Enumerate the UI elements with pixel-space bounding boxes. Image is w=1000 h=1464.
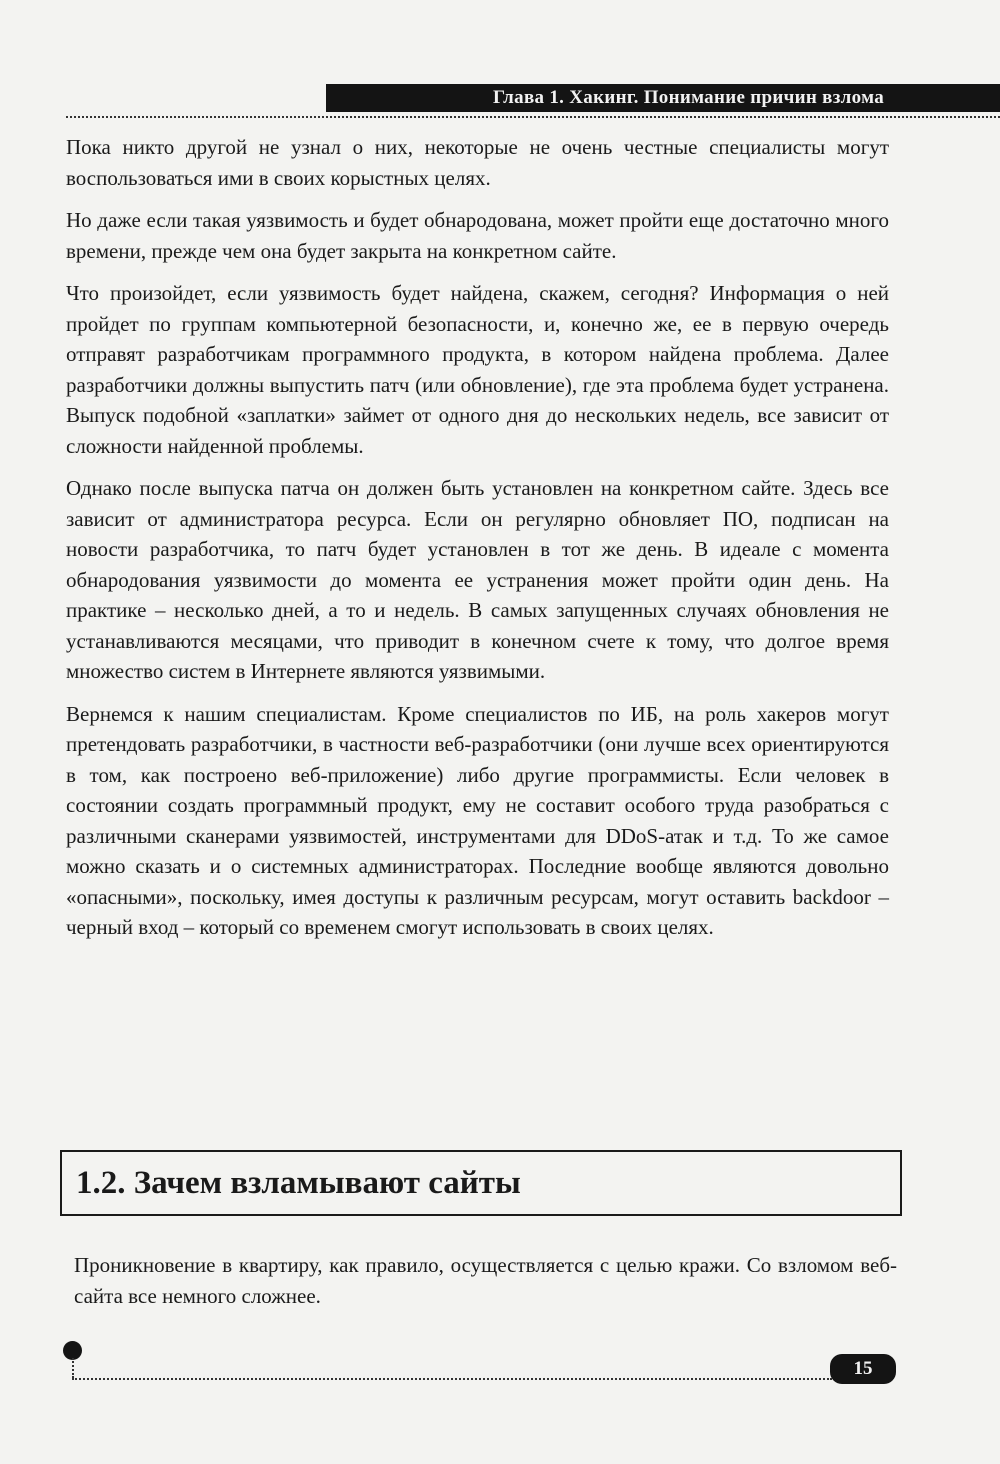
section-heading: 1.2. Зачем взламывают сайты — [60, 1150, 902, 1216]
section-body — [74, 1250, 897, 1311]
paragraph: Что произойдет, если уязвимость будет найдена, скажем, сегодня? Информация о ней пройдет по группам компьютерной безопасности, и, конечно же, ее в первую очередь отправят разработчикам программного продукта, в котором найдена проблема. Далее разработчики должны выпустить патч (или обновление), где эта проблема будет устранена. Выпуск подобной «заплатки» займет от одного дня до нескольких недель, все зависит от сложности найденной проблемы. — [66, 281, 889, 458]
paragraph: Вернемся к нашим специалистам. Кроме специалистов по ИБ, на роль хакеров могут претендовать разработчики, в частности веб-разработчики (они лучше всех ориентируются в том, как построено веб-приложение) либо другие программисты. Если человек в состоянии создать программный продукт, ему не составит особого труда разобраться с различными сканерами уязвимостей, инструментами для DDoS-атак и т.д. То же самое можно сказать и о системных администраторах. Последние вообще являются довольно «опасными», поскольку, имея доступы к различным ресурсам, могут оставить backdoor – черный вход – который со временем смогут использовать в своих целях. — [66, 701, 889, 939]
header-divider — [66, 116, 1000, 118]
paragraph: Но даже если такая уязвимость и будет обнародована, может пройти еще достаточно много времени, прежде чем она будет закрыта на конкретном сайте. — [66, 208, 889, 263]
page-number: 15 — [830, 1354, 896, 1384]
paragraph: Проникновение в квартиру, как правило, осуществляется с целью кражи. Со взломом веб-сайта все немного сложнее. — [74, 1253, 897, 1308]
paragraph: Однако после выпуска патча он должен быть установлен на конкретном сайте. Здесь все зависит от администратора ресурса. Если он регулярно обновляет ПО, подписан на новости разработчика, то патч будет установлен в тот же день. В идеале с момента обнародования уязвимости до момента ее устранения может пройти один день. На практике – несколько дней, а то и недель. В самых запущенных случаях обновления не устанавливаются месяцами, что приводит в конечном счете к тому, что долгое время множество систем в Интернете являются уязвимыми. — [66, 476, 889, 683]
footer-divider — [72, 1378, 832, 1380]
paragraph: Пока никто другой не узнал о них, некоторые не очень честные специалисты могут воспользоваться ими в своих корыстных целях. — [66, 135, 889, 190]
body-text — [66, 132, 889, 955]
footer-divider-stem — [72, 1358, 74, 1378]
running-header: Глава 1. Хакинг. Понимание причин взлома — [326, 84, 1000, 112]
